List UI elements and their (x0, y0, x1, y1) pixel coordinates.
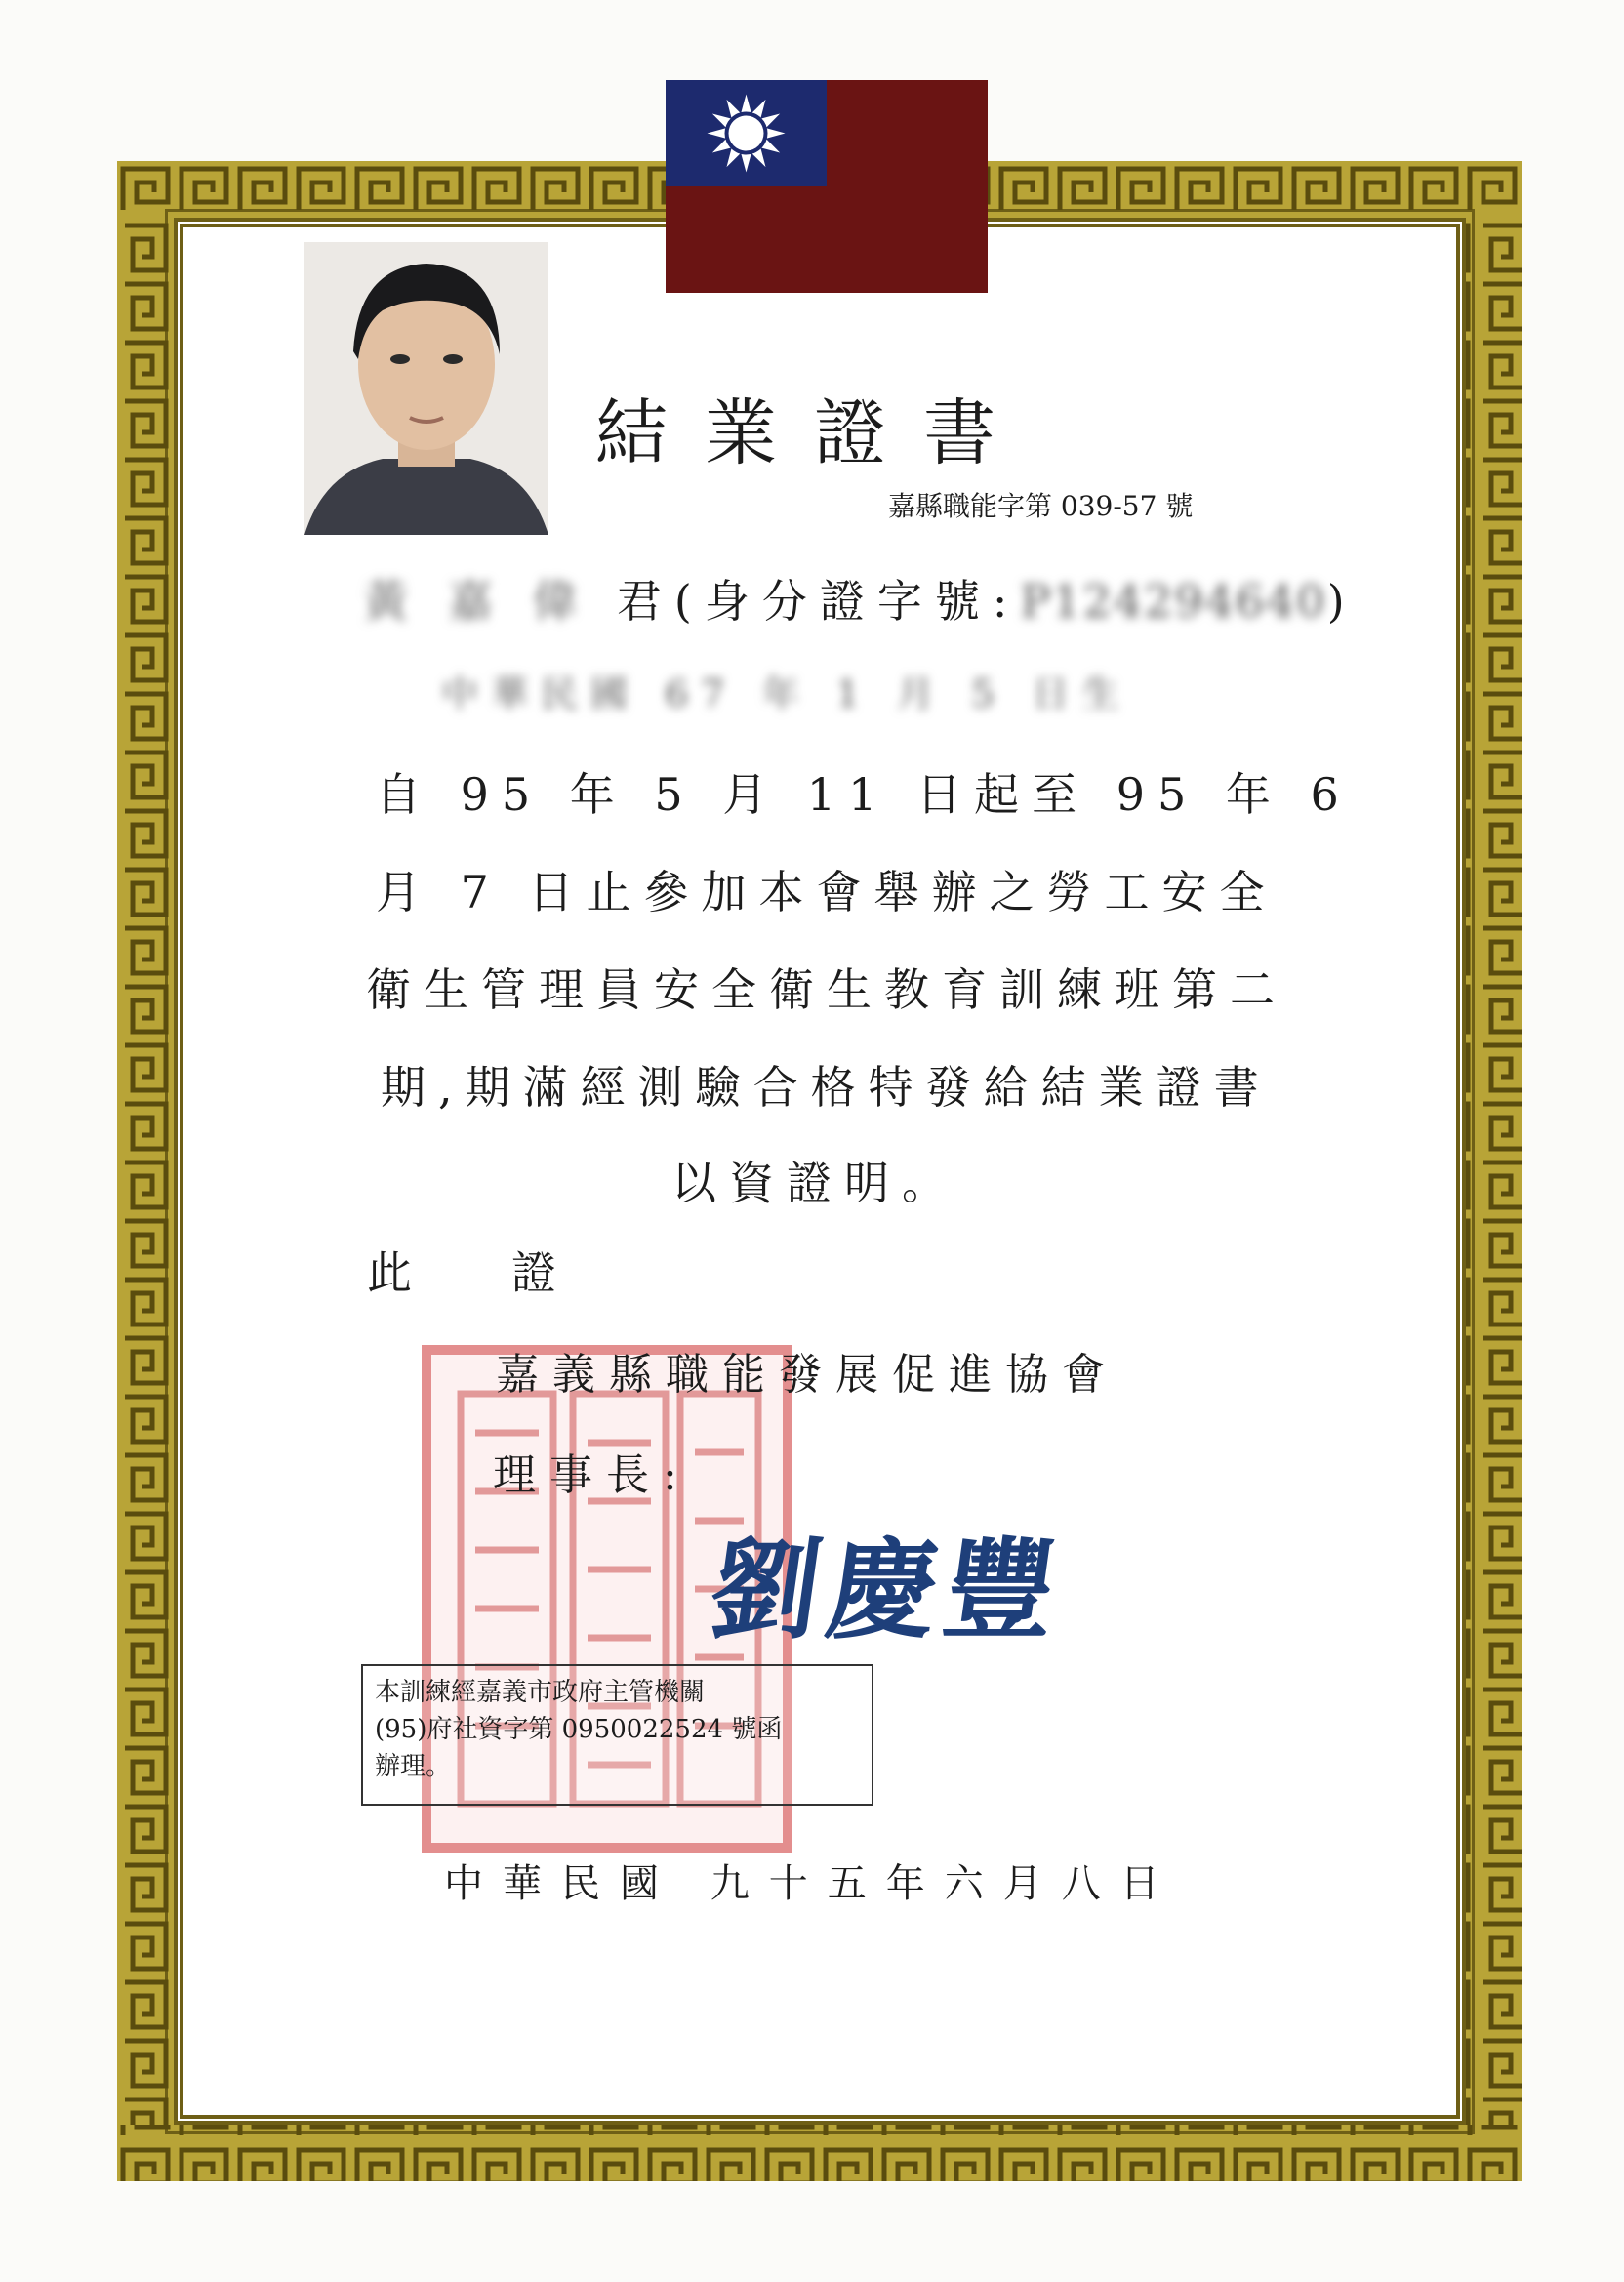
chairman-signature: 劉慶豐 (702, 1527, 1072, 1654)
body-line-1: 自 95 年 5 月 11 日起至 95 年 6 (376, 768, 1352, 821)
note-line-2: (95)府社資字第 0950022524 號函 (375, 1715, 783, 1744)
id-number: P124294640 (1020, 575, 1327, 628)
id-close: ) (1326, 575, 1358, 628)
flag-canton (666, 80, 827, 186)
recipient-suffix: 君(身分證字號: (616, 575, 1021, 628)
body-line-4: 期,期滿經測驗合格特發給結業證書 (381, 1061, 1272, 1114)
chair-label: 理事長: (493, 1450, 691, 1500)
certificate-title: 結業證書 (595, 391, 1033, 475)
note-line-3: 辦理。 (375, 1752, 452, 1781)
body-line-2: 月 7 日止參加本會舉辦之勞工安全 (376, 866, 1278, 918)
note-line-1: 本訓練經嘉義市政府主管機關 (375, 1678, 706, 1707)
national-flag (666, 80, 988, 293)
portrait-photo (304, 242, 548, 535)
attest-right: 證 (511, 1246, 569, 1299)
body-line-5: 以資證明。 (671, 1157, 959, 1209)
birth-line (441, 664, 1131, 717)
issue-date: 中華民國 九十五年六月八日 (444, 1861, 1179, 1906)
organization-name: 嘉義縣職能發展促進協會 (496, 1350, 1118, 1400)
recipient-line (363, 566, 1358, 631)
approval-note (361, 1664, 873, 1806)
recipient-name: 黃 嘉 偉 (363, 575, 590, 628)
attest-left: 此 (367, 1246, 425, 1299)
document-number: 嘉縣職能字第 039-57 號 (888, 490, 1194, 522)
body-line-3: 衛生管理員安全衛生教育訓練班第二 (366, 963, 1287, 1016)
white-sun-icon (666, 80, 827, 186)
birth-date: 中華民國 67 年 1 月 5 日生 (441, 672, 1132, 715)
